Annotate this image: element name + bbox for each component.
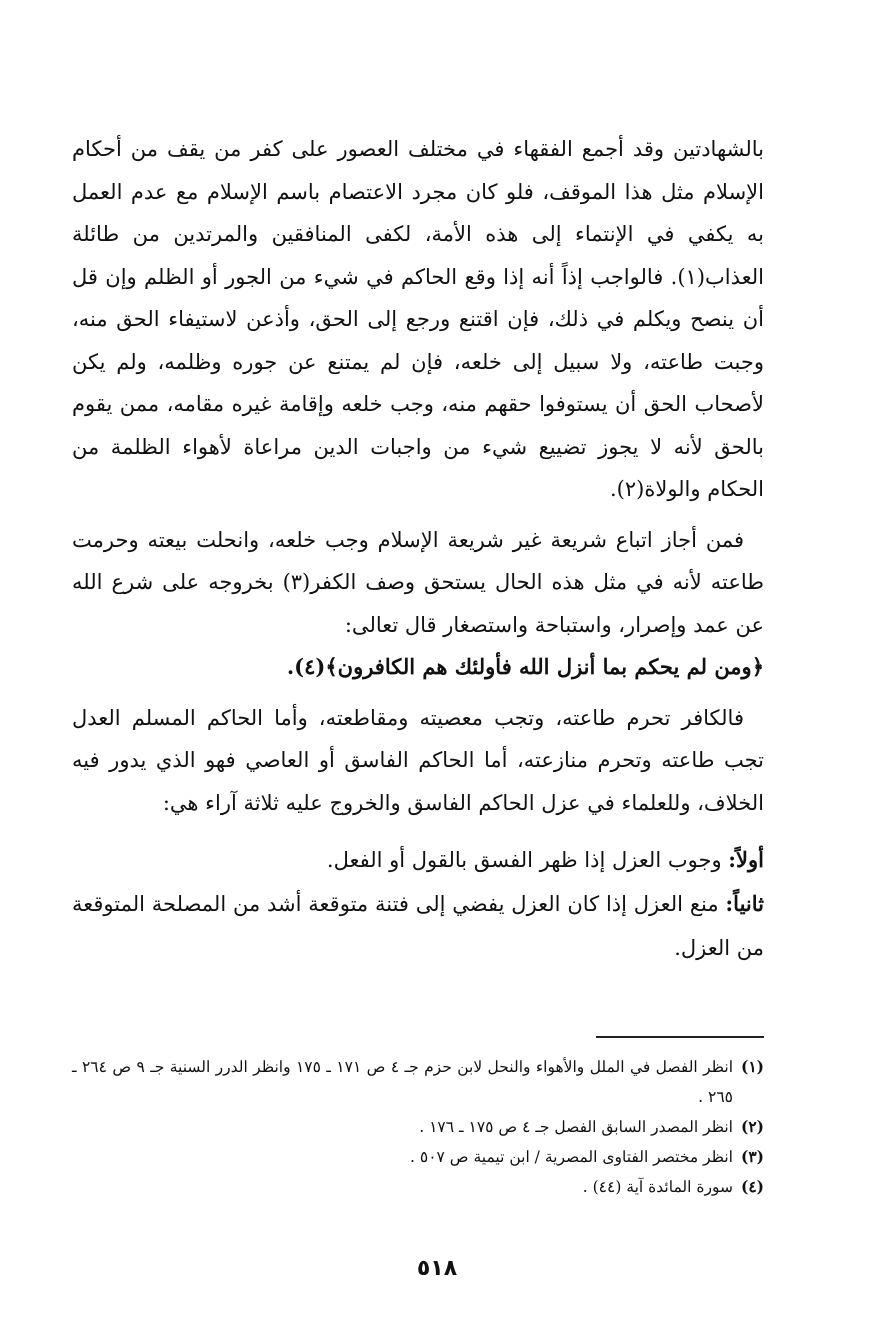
paragraph-2-text: فمن أجاز اتباع شريعة غير شريعة الإسلام وجب خلعه، وانحلت بيعته وحرمت طاعته لأنه في مثل هذه الحال يستحق وصف الكفر(٣) بخروجه على شرع الله عن عمد وإصرار، واستباحة واستصغار قال تعالى: — [72, 527, 764, 637]
footnote-divider — [596, 1036, 764, 1038]
page-number: ٥١٨ — [416, 1256, 458, 1281]
footnote-3 — [72, 1142, 764, 1172]
footnote-3-text: انظر مختصر الفتاوى المصرية / ابن تيمية ص ٥٠٧ . — [410, 1148, 733, 1166]
footnote-4 — [72, 1172, 764, 1202]
point-second-label: ثانياً: — [725, 891, 764, 916]
footnote-2-text: انظر المصدر السابق الفصل جـ ٤ ص ١٧٥ ـ ١٧٦ . — [419, 1118, 733, 1136]
point-second-text: منع العزل إذا كان العزل يفضي إلى فتنة متوقعة أشد من المصلحة المتوقعة من العزل. — [72, 892, 764, 960]
footnote-4-text: سورة المائدة آية (٤٤) . — [582, 1178, 733, 1196]
footnote-4-number: (٤) — [740, 1177, 764, 1196]
point-first-label: أولاً: — [728, 847, 764, 872]
paragraph-2 — [72, 519, 764, 689]
quran-verse: ﴿ومن لم يحكم بما أنزل الله فأولئك هم الكافرون﴾(٤). — [286, 654, 764, 679]
footnote-3-number: (٣) — [740, 1147, 764, 1166]
footnotes — [72, 1052, 764, 1202]
point-first-text: وجوب العزل إذا ظهر الفسق بالقول أو الفعل. — [326, 848, 722, 872]
paragraph-1: بالشهادتين وقد أجمع الفقهاء في مختلف العصور على كفر من يقف من أحكام الإسلام مثل هذا الموقف، فلو كان مجرد الاعتصام باسم الإسلام مع عدم العمل به يكفي في الإنتماء إلى هذه الأمة، لكفى المنافقين والمرتدين من طائلة العذاب(١). فالواجب إذاً أنه إذا وقع الحاكم في شيء من الجور أو الظلم وإن قل أن ينصح ويكلم في ذلك، فإن اقتنع ورجع إلى الحق، وأذعن لاستيفاء الحق منه، وجبت طاعته، ولا سبيل إلى خلعه، فإن لم يمتنع عن جوره وظلمه، ولم يكن لأصحاب الحق أن يستوفوا حقهم منه، وجب خلعه وإقامة غيره مقامه، ممن يقوم بالحق لأنه لا يجوز تضييع شيء من واجبات الدين مراعاة لأهواء الظلمة من الحكام والولاة(٢). — [72, 137, 764, 501]
footnote-1 — [72, 1052, 764, 1112]
point-first — [72, 838, 764, 882]
footnote-2-number: (٢) — [740, 1117, 764, 1136]
paragraph-3: فالكافر تحرم طاعته، وتجب معصيته ومقاطعته، وأما الحاكم المسلم العدل تجب طاعته وتحرم منازعته، أما الحاكم الفاسق أو العاصي فهو الذي يدور فيه الخلاف، وللعلماء في عزل الحاكم الفاسق والخروج عليه ثلاثة آراء هي: — [72, 705, 764, 815]
point-second — [72, 882, 764, 970]
footnote-2 — [72, 1112, 764, 1142]
footnote-1-number: (١) — [740, 1057, 764, 1076]
main-text — [72, 128, 764, 970]
footnote-1-text: انظر الفصل في الملل والأهواء والنحل لابن حزم جـ ٤ ص ١٧١ ـ ١٧٥ وانظر الدرر السنية جـ ٩ ص ٢٦٤ ـ ٢٦٥ . — [72, 1058, 734, 1106]
